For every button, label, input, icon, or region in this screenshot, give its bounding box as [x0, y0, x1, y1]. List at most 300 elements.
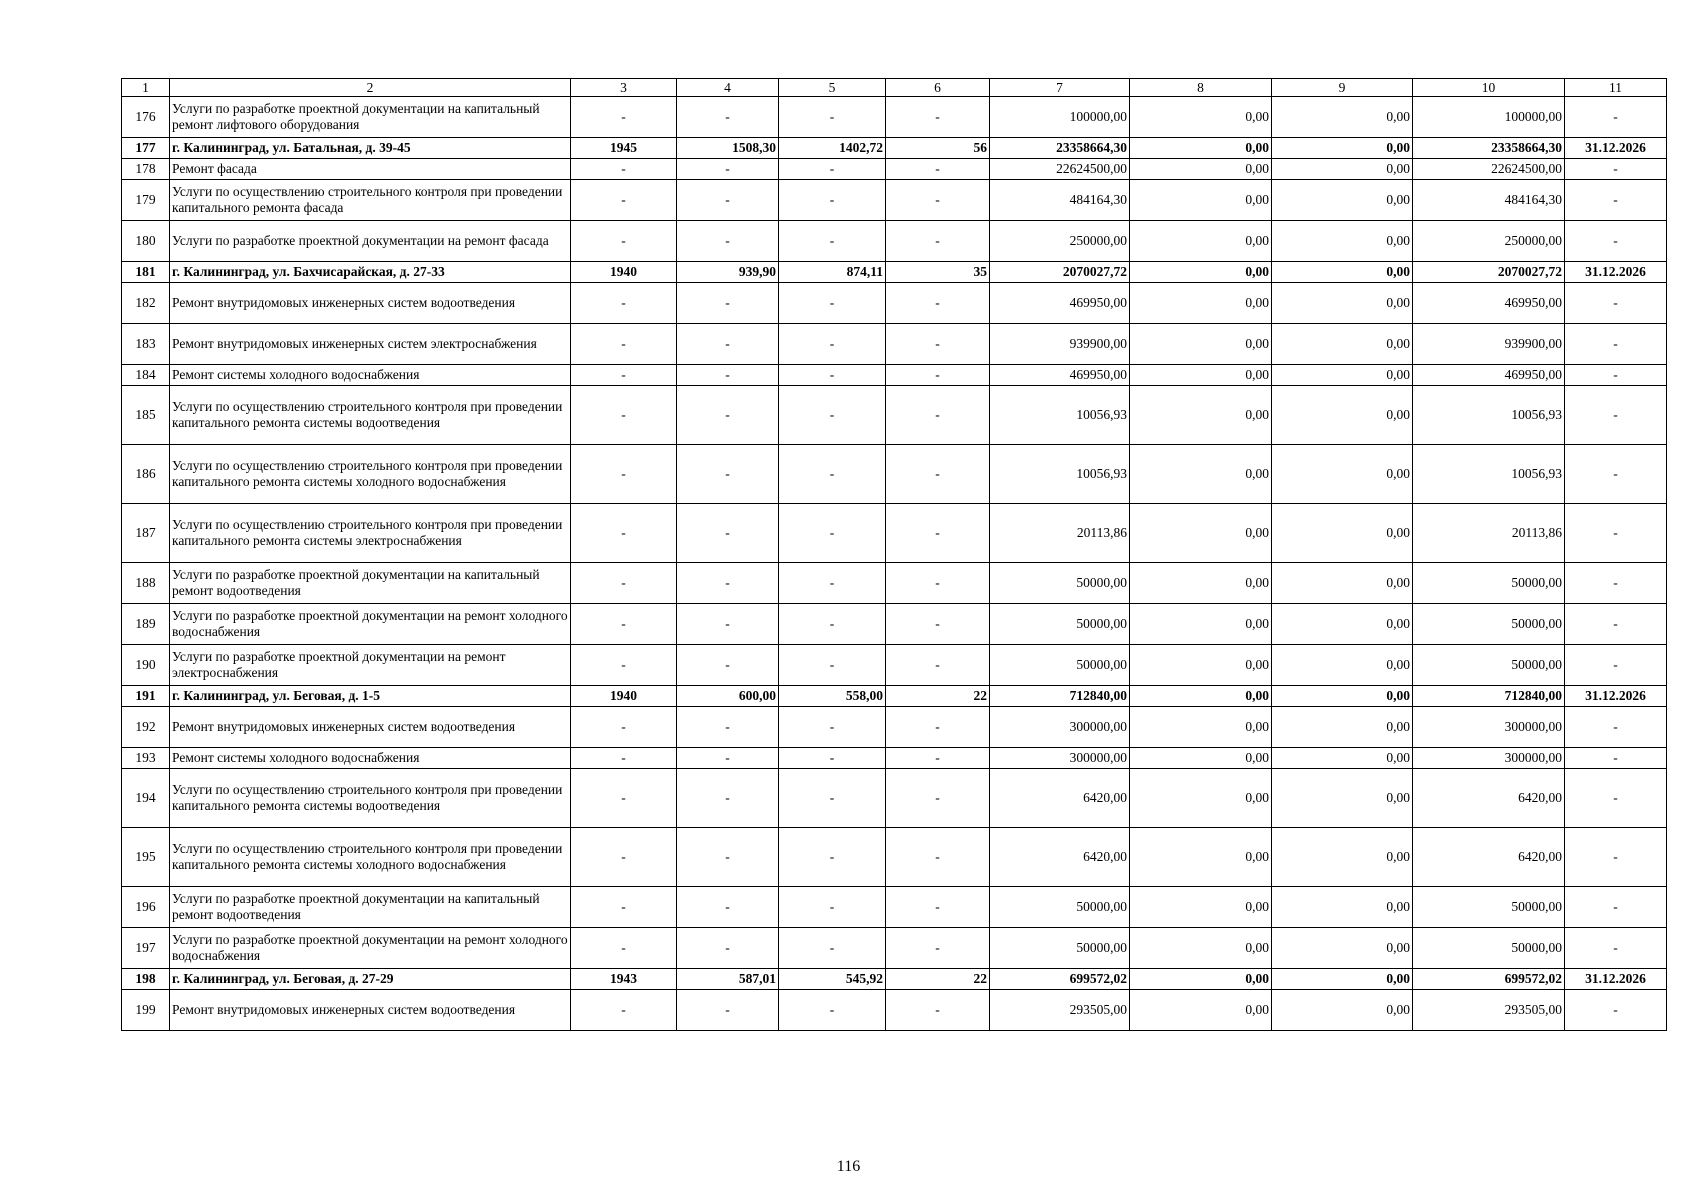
cell-col-6: -	[886, 365, 990, 386]
header-cell-5: 5	[779, 79, 886, 97]
cell-col-1: 191	[122, 686, 170, 707]
cell-col-11: -	[1565, 386, 1667, 445]
cell-col-9: 0,00	[1272, 283, 1413, 324]
table-row	[122, 748, 1667, 769]
cell-col-10: 6420,00	[1413, 828, 1565, 887]
cell-col-9: 0,00	[1272, 159, 1413, 180]
table-body	[122, 97, 1667, 1031]
cell-col-9: 0,00	[1272, 969, 1413, 990]
cell-col-2: Ремонт фасада	[170, 159, 571, 180]
cell-col-5: 1402,72	[779, 138, 886, 159]
header-cell-10: 10	[1413, 79, 1565, 97]
cell-col-3: -	[571, 504, 677, 563]
cell-col-5: 545,92	[779, 969, 886, 990]
cell-col-3: -	[571, 365, 677, 386]
cell-col-10: 484164,30	[1413, 180, 1565, 221]
table-row	[122, 990, 1667, 1031]
cell-col-7: 100000,00	[990, 97, 1130, 138]
cell-col-9: 0,00	[1272, 769, 1413, 828]
cell-col-1: 198	[122, 969, 170, 990]
cell-col-10: 22624500,00	[1413, 159, 1565, 180]
cell-col-6: -	[886, 283, 990, 324]
cell-col-10: 469950,00	[1413, 283, 1565, 324]
cell-col-4: -	[677, 928, 779, 969]
cell-col-9: 0,00	[1272, 645, 1413, 686]
cell-col-6: -	[886, 769, 990, 828]
cell-col-5: -	[779, 365, 886, 386]
cell-col-8: 0,00	[1130, 686, 1272, 707]
cell-col-5: -	[779, 221, 886, 262]
cell-col-8: 0,00	[1130, 324, 1272, 365]
cell-col-2: Услуги по осуществлению строительного контроля при проведении капитального ремонта системы холодного водоснабжения	[170, 445, 571, 504]
cell-col-4: -	[677, 445, 779, 504]
cell-col-5: -	[779, 748, 886, 769]
cell-col-11: -	[1565, 928, 1667, 969]
cell-col-10: 250000,00	[1413, 221, 1565, 262]
cell-col-2: Ремонт внутридомовых инженерных систем водоотведения	[170, 707, 571, 748]
cell-col-10: 293505,00	[1413, 990, 1565, 1031]
cell-col-2: Ремонт системы холодного водоснабжения	[170, 748, 571, 769]
cell-col-7: 469950,00	[990, 365, 1130, 386]
cell-col-6: -	[886, 221, 990, 262]
cell-col-6: -	[886, 180, 990, 221]
cell-col-9: 0,00	[1272, 445, 1413, 504]
table-row	[122, 887, 1667, 928]
cell-col-9: 0,00	[1272, 97, 1413, 138]
table-row	[122, 928, 1667, 969]
cell-col-7: 6420,00	[990, 828, 1130, 887]
cell-col-10: 100000,00	[1413, 97, 1565, 138]
cell-col-6: -	[886, 887, 990, 928]
cell-col-7: 50000,00	[990, 604, 1130, 645]
header-row	[122, 79, 1667, 97]
cell-col-10: 300000,00	[1413, 748, 1565, 769]
cell-col-9: 0,00	[1272, 887, 1413, 928]
cell-col-4: -	[677, 887, 779, 928]
header-cell-3: 3	[571, 79, 677, 97]
cell-col-3: -	[571, 159, 677, 180]
cell-col-4: -	[677, 324, 779, 365]
cell-col-2: Услуги по разработке проектной документации на ремонт холодного водоснабжения	[170, 604, 571, 645]
cell-col-10: 23358664,30	[1413, 138, 1565, 159]
cell-col-8: 0,00	[1130, 445, 1272, 504]
cell-col-6: -	[886, 563, 990, 604]
cell-col-7: 50000,00	[990, 645, 1130, 686]
cell-col-10: 10056,93	[1413, 386, 1565, 445]
cell-col-2: Ремонт внутридомовых инженерных систем водоотведения	[170, 283, 571, 324]
cell-col-3: 1940	[571, 262, 677, 283]
cell-col-3: -	[571, 97, 677, 138]
cell-col-11: -	[1565, 990, 1667, 1031]
cell-col-8: 0,00	[1130, 969, 1272, 990]
cell-col-8: 0,00	[1130, 563, 1272, 604]
cell-col-11: -	[1565, 283, 1667, 324]
table-row	[122, 97, 1667, 138]
cell-col-4: 939,90	[677, 262, 779, 283]
cell-col-4: -	[677, 563, 779, 604]
cell-col-9: 0,00	[1272, 686, 1413, 707]
cell-col-9: 0,00	[1272, 324, 1413, 365]
cell-col-5: -	[779, 645, 886, 686]
cell-col-2: Услуги по осуществлению строительного контроля при проведении капитального ремонта системы водоотведения	[170, 386, 571, 445]
cell-col-4: -	[677, 707, 779, 748]
cell-col-1: 178	[122, 159, 170, 180]
cell-col-4: 587,01	[677, 969, 779, 990]
cell-col-5: -	[779, 604, 886, 645]
cell-col-6: 22	[886, 969, 990, 990]
cell-col-11: -	[1565, 97, 1667, 138]
cell-col-11: -	[1565, 504, 1667, 563]
cell-col-1: 188	[122, 563, 170, 604]
cell-col-7: 699572,02	[990, 969, 1130, 990]
page-number: 116	[836, 1158, 861, 1175]
header-cell-4: 4	[677, 79, 779, 97]
cell-col-9: 0,00	[1272, 365, 1413, 386]
cell-col-7: 250000,00	[990, 221, 1130, 262]
cell-col-1: 196	[122, 887, 170, 928]
cell-col-10: 50000,00	[1413, 604, 1565, 645]
cell-col-6: -	[886, 645, 990, 686]
cell-col-9: 0,00	[1272, 504, 1413, 563]
cell-col-11: -	[1565, 445, 1667, 504]
cell-col-9: 0,00	[1272, 221, 1413, 262]
cell-col-1: 177	[122, 138, 170, 159]
data-table	[121, 78, 1667, 1031]
cell-col-6: -	[886, 604, 990, 645]
cell-col-8: 0,00	[1130, 828, 1272, 887]
cell-col-2: Услуги по осуществлению строительного контроля при проведении капитального ремонта системы электроснабжения	[170, 504, 571, 563]
cell-col-3: -	[571, 769, 677, 828]
cell-col-5: -	[779, 887, 886, 928]
cell-col-5: -	[779, 707, 886, 748]
cell-col-6: -	[886, 928, 990, 969]
cell-col-4: -	[677, 645, 779, 686]
cell-col-8: 0,00	[1130, 138, 1272, 159]
cell-col-7: 20113,86	[990, 504, 1130, 563]
cell-col-10: 50000,00	[1413, 645, 1565, 686]
cell-col-4: -	[677, 97, 779, 138]
cell-col-1: 197	[122, 928, 170, 969]
cell-col-8: 0,00	[1130, 262, 1272, 283]
cell-col-3: -	[571, 324, 677, 365]
cell-col-1: 193	[122, 748, 170, 769]
cell-col-5: -	[779, 97, 886, 138]
cell-col-8: 0,00	[1130, 97, 1272, 138]
cell-col-3: -	[571, 828, 677, 887]
cell-col-11: -	[1565, 324, 1667, 365]
cell-col-6: 56	[886, 138, 990, 159]
cell-col-7: 484164,30	[990, 180, 1130, 221]
cell-col-2: Услуги по разработке проектной документации на ремонт электроснабжения	[170, 645, 571, 686]
cell-col-3: 1943	[571, 969, 677, 990]
address-row	[122, 686, 1667, 707]
cell-col-8: 0,00	[1130, 645, 1272, 686]
cell-col-11: -	[1565, 887, 1667, 928]
cell-col-11: -	[1565, 365, 1667, 386]
cell-col-7: 939900,00	[990, 324, 1130, 365]
cell-col-10: 20113,86	[1413, 504, 1565, 563]
table-row	[122, 324, 1667, 365]
cell-col-5: -	[779, 504, 886, 563]
cell-col-1: 194	[122, 769, 170, 828]
cell-col-8: 0,00	[1130, 283, 1272, 324]
table-row	[122, 645, 1667, 686]
cell-col-9: 0,00	[1272, 138, 1413, 159]
cell-col-5: -	[779, 180, 886, 221]
cell-col-2: Услуги по разработке проектной документации на капитальный ремонт водоотведения	[170, 563, 571, 604]
cell-col-9: 0,00	[1272, 563, 1413, 604]
cell-col-8: 0,00	[1130, 748, 1272, 769]
cell-col-6: -	[886, 828, 990, 887]
cell-col-2: Ремонт внутридомовых инженерных систем электроснабжения	[170, 324, 571, 365]
cell-col-3: 1940	[571, 686, 677, 707]
table-row	[122, 707, 1667, 748]
cell-col-7: 10056,93	[990, 386, 1130, 445]
cell-col-1: 190	[122, 645, 170, 686]
cell-col-6: -	[886, 707, 990, 748]
cell-col-11: -	[1565, 221, 1667, 262]
cell-col-8: 0,00	[1130, 604, 1272, 645]
cell-col-10: 712840,00	[1413, 686, 1565, 707]
cell-col-10: 2070027,72	[1413, 262, 1565, 283]
cell-col-9: 0,00	[1272, 262, 1413, 283]
cell-col-8: 0,00	[1130, 221, 1272, 262]
table-row	[122, 828, 1667, 887]
cell-col-1: 186	[122, 445, 170, 504]
cell-col-6: -	[886, 386, 990, 445]
table-row	[122, 221, 1667, 262]
address-row	[122, 138, 1667, 159]
cell-col-7: 300000,00	[990, 707, 1130, 748]
cell-col-5: -	[779, 990, 886, 1031]
cell-col-2: Услуги по разработке проектной документации на ремонт фасада	[170, 221, 571, 262]
cell-col-5: -	[779, 928, 886, 969]
cell-col-4: -	[677, 221, 779, 262]
cell-col-4: -	[677, 769, 779, 828]
cell-col-7: 300000,00	[990, 748, 1130, 769]
cell-col-2: Услуги по разработке проектной документации на ремонт холодного водоснабжения	[170, 928, 571, 969]
header-cell-2: 2	[170, 79, 571, 97]
cell-col-7: 2070027,72	[990, 262, 1130, 283]
cell-col-3: -	[571, 221, 677, 262]
cell-col-9: 0,00	[1272, 828, 1413, 887]
cell-col-1: 189	[122, 604, 170, 645]
cell-col-9: 0,00	[1272, 928, 1413, 969]
table-row	[122, 563, 1667, 604]
cell-col-5: -	[779, 563, 886, 604]
cell-col-11: -	[1565, 748, 1667, 769]
cell-col-3: -	[571, 563, 677, 604]
cell-col-11: 31.12.2026	[1565, 262, 1667, 283]
cell-col-8: 0,00	[1130, 180, 1272, 221]
cell-col-2: Услуги по разработке проектной документации на капитальный ремонт лифтового оборудования	[170, 97, 571, 138]
cell-col-3: -	[571, 887, 677, 928]
cell-col-1: 192	[122, 707, 170, 748]
cell-col-4: -	[677, 159, 779, 180]
table-row	[122, 604, 1667, 645]
cell-col-2: Услуги по осуществлению строительного контроля при проведении капитального ремонта фасада	[170, 180, 571, 221]
cell-col-5: -	[779, 386, 886, 445]
cell-col-8: 0,00	[1130, 887, 1272, 928]
cell-col-2: Услуги по разработке проектной документации на капитальный ремонт водоотведения	[170, 887, 571, 928]
cell-col-7: 50000,00	[990, 887, 1130, 928]
cell-col-10: 50000,00	[1413, 563, 1565, 604]
cell-col-7: 50000,00	[990, 563, 1130, 604]
cell-col-4: 600,00	[677, 686, 779, 707]
cell-col-2: Ремонт системы холодного водоснабжения	[170, 365, 571, 386]
cell-col-6: -	[886, 445, 990, 504]
cell-col-8: 0,00	[1130, 990, 1272, 1031]
cell-col-10: 300000,00	[1413, 707, 1565, 748]
cell-col-8: 0,00	[1130, 707, 1272, 748]
header-cell-7: 7	[990, 79, 1130, 97]
cell-col-1: 185	[122, 386, 170, 445]
cell-col-10: 699572,02	[1413, 969, 1565, 990]
cell-col-11: 31.12.2026	[1565, 969, 1667, 990]
cell-col-6: -	[886, 324, 990, 365]
table-row	[122, 180, 1667, 221]
cell-col-3: -	[571, 990, 677, 1031]
cell-col-11: -	[1565, 769, 1667, 828]
cell-col-4: -	[677, 180, 779, 221]
cell-col-9: 0,00	[1272, 386, 1413, 445]
address-row	[122, 262, 1667, 283]
cell-col-2: г. Калининград, ул. Беговая, д. 1-5	[170, 686, 571, 707]
cell-col-5: -	[779, 159, 886, 180]
cell-col-4: -	[677, 365, 779, 386]
cell-col-9: 0,00	[1272, 748, 1413, 769]
cell-col-2: Ремонт внутридомовых инженерных систем водоотведения	[170, 990, 571, 1031]
cell-col-2: г. Калининград, ул. Беговая, д. 27-29	[170, 969, 571, 990]
cell-col-1: 182	[122, 283, 170, 324]
cell-col-1: 187	[122, 504, 170, 563]
header-cell-1: 1	[122, 79, 170, 97]
cell-col-8: 0,00	[1130, 386, 1272, 445]
cell-col-10: 469950,00	[1413, 365, 1565, 386]
cell-col-11: -	[1565, 563, 1667, 604]
cell-col-6: -	[886, 504, 990, 563]
cell-col-5: -	[779, 828, 886, 887]
cell-col-7: 50000,00	[990, 928, 1130, 969]
cell-col-3: -	[571, 928, 677, 969]
table-row	[122, 365, 1667, 386]
cell-col-1: 179	[122, 180, 170, 221]
cell-col-1: 181	[122, 262, 170, 283]
cell-col-6: -	[886, 990, 990, 1031]
cell-col-5: -	[779, 324, 886, 365]
cell-col-9: 0,00	[1272, 604, 1413, 645]
cell-col-9: 0,00	[1272, 707, 1413, 748]
cell-col-4: -	[677, 604, 779, 645]
cell-col-9: 0,00	[1272, 990, 1413, 1031]
cell-col-6: 35	[886, 262, 990, 283]
cell-col-7: 22624500,00	[990, 159, 1130, 180]
cell-col-10: 6420,00	[1413, 769, 1565, 828]
cell-col-6: -	[886, 159, 990, 180]
cell-col-10: 50000,00	[1413, 928, 1565, 969]
cell-col-7: 469950,00	[990, 283, 1130, 324]
header-cell-8: 8	[1130, 79, 1272, 97]
cell-col-11: -	[1565, 604, 1667, 645]
cell-col-1: 183	[122, 324, 170, 365]
cell-col-3: -	[571, 386, 677, 445]
cell-col-1: 184	[122, 365, 170, 386]
cell-col-3: -	[571, 645, 677, 686]
cell-col-8: 0,00	[1130, 928, 1272, 969]
cell-col-8: 0,00	[1130, 365, 1272, 386]
cell-col-5: -	[779, 769, 886, 828]
cell-col-4: -	[677, 283, 779, 324]
header-cell-11: 11	[1565, 79, 1667, 97]
cell-col-3: -	[571, 604, 677, 645]
cell-col-3: -	[571, 748, 677, 769]
table-row	[122, 445, 1667, 504]
cell-col-11: 31.12.2026	[1565, 686, 1667, 707]
cell-col-7: 712840,00	[990, 686, 1130, 707]
cell-col-11: -	[1565, 707, 1667, 748]
cell-col-5: 558,00	[779, 686, 886, 707]
cell-col-2: г. Калининград, ул. Батальная, д. 39-45	[170, 138, 571, 159]
cell-col-11: -	[1565, 180, 1667, 221]
cell-col-9: 0,00	[1272, 180, 1413, 221]
cell-col-5: -	[779, 445, 886, 504]
address-row	[122, 969, 1667, 990]
cell-col-1: 176	[122, 97, 170, 138]
cell-col-2: Услуги по осуществлению строительного контроля при проведении капитального ремонта системы водоотведения	[170, 769, 571, 828]
header-cell-9: 9	[1272, 79, 1413, 97]
cell-col-5: -	[779, 283, 886, 324]
table-row	[122, 159, 1667, 180]
cell-col-2: Услуги по осуществлению строительного контроля при проведении капитального ремонта системы холодного водоснабжения	[170, 828, 571, 887]
cell-col-2: г. Калининград, ул. Бахчисарайская, д. 27-33	[170, 262, 571, 283]
cell-col-1: 199	[122, 990, 170, 1031]
cell-col-3: -	[571, 445, 677, 504]
cell-col-7: 10056,93	[990, 445, 1130, 504]
header-cell-6: 6	[886, 79, 990, 97]
cell-col-7: 23358664,30	[990, 138, 1130, 159]
cell-col-10: 50000,00	[1413, 887, 1565, 928]
cell-col-6: -	[886, 97, 990, 138]
cell-col-4: -	[677, 828, 779, 887]
cell-col-3: -	[571, 283, 677, 324]
cell-col-11: -	[1565, 645, 1667, 686]
cell-col-4: -	[677, 504, 779, 563]
cell-col-8: 0,00	[1130, 159, 1272, 180]
cell-col-11: -	[1565, 828, 1667, 887]
cell-col-6: -	[886, 748, 990, 769]
cell-col-7: 6420,00	[990, 769, 1130, 828]
cell-col-4: -	[677, 386, 779, 445]
table-row	[122, 769, 1667, 828]
cell-col-11: 31.12.2026	[1565, 138, 1667, 159]
cell-col-4: -	[677, 748, 779, 769]
cell-col-10: 10056,93	[1413, 445, 1565, 504]
cell-col-8: 0,00	[1130, 769, 1272, 828]
cell-col-4: 1508,30	[677, 138, 779, 159]
table-row	[122, 283, 1667, 324]
cell-col-3: -	[571, 180, 677, 221]
cell-col-5: 874,11	[779, 262, 886, 283]
cell-col-3: -	[571, 707, 677, 748]
table-row	[122, 504, 1667, 563]
cell-col-6: 22	[886, 686, 990, 707]
cell-col-1: 195	[122, 828, 170, 887]
cell-col-3: 1945	[571, 138, 677, 159]
cell-col-1: 180	[122, 221, 170, 262]
cell-col-4: -	[677, 990, 779, 1031]
cell-col-8: 0,00	[1130, 504, 1272, 563]
table-row	[122, 386, 1667, 445]
